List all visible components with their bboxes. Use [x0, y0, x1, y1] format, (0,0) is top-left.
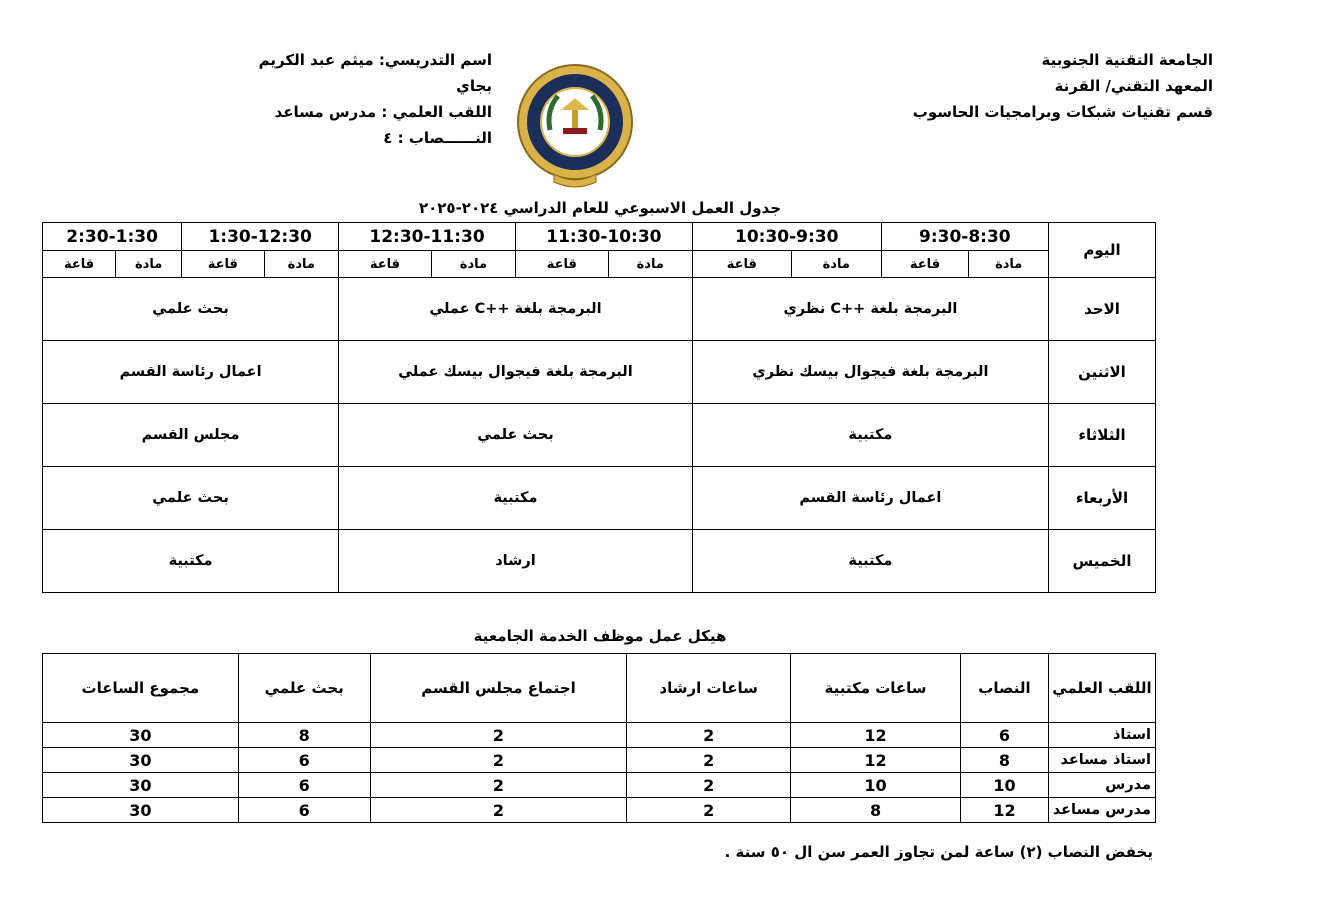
- table-cell: 2: [627, 723, 791, 748]
- table-cell: 8: [791, 798, 961, 823]
- schedule-row: [43, 404, 1156, 467]
- department-name: قسم تقنيات شبكات وبرامجيات الحاسوب: [912, 103, 1213, 121]
- column-header: اللقب العلمي: [1049, 654, 1156, 723]
- table-cell: 2: [370, 798, 626, 823]
- subject-subheader: مادة: [791, 251, 881, 278]
- room-subheader: قاعة: [339, 251, 432, 278]
- table-cell: 2: [627, 773, 791, 798]
- schedule-cell: بحث علمي: [43, 467, 339, 530]
- table-cell: 6: [238, 748, 370, 773]
- column-header: ساعات ارشاد: [627, 654, 791, 723]
- table-cell: 6: [238, 773, 370, 798]
- teacher-name: اسم التدريسي: ميثم عبد الكريم بجاي: [258, 51, 492, 95]
- schedule-cell: بحث علمي: [43, 278, 339, 341]
- table-cell: 30: [43, 723, 239, 748]
- schedule-cell: البرمجة بلغة فيجوال بيسك عملي: [339, 341, 693, 404]
- subject-subheader: مادة: [969, 251, 1049, 278]
- table-row: [43, 748, 1156, 773]
- university-logo-seal: [514, 58, 636, 192]
- footnote: يخفض النصاب (٢) ساعة لمن تجاوز العمر سن ال ٥٠ سنة .: [724, 843, 1153, 861]
- teacher-info: [240, 47, 492, 151]
- rank-cell: مدرس: [1049, 773, 1156, 798]
- time-slot-header: 10:30-9:30: [692, 223, 881, 251]
- schedule-row: [43, 467, 1156, 530]
- table-cell: 12: [791, 723, 961, 748]
- room-subheader: قاعة: [881, 251, 969, 278]
- table-cell: 2: [370, 723, 626, 748]
- schedule-cell: اعمال رئاسة القسم: [43, 341, 339, 404]
- structure-title: هيكل عمل موظف الخدمة الجامعية: [473, 627, 727, 645]
- table-cell: 30: [43, 748, 239, 773]
- schedule-cell: البرمجة بلغة ++C عملي: [339, 278, 693, 341]
- time-slot-header: 1:30-12:30: [182, 223, 339, 251]
- rank-cell: مدرس مساعد: [1049, 798, 1156, 823]
- schedule-row: [43, 278, 1156, 341]
- table-row: [43, 773, 1156, 798]
- room-subheader: قاعة: [182, 251, 264, 278]
- time-slot-header: 9:30-8:30: [881, 223, 1048, 251]
- table-cell: 2: [370, 748, 626, 773]
- schedule-title: جدول العمل الاسبوعي للعام الدراسي ٢٠٢٤-٢٠٢٥: [418, 199, 782, 217]
- table-cell: 8: [960, 748, 1048, 773]
- subject-subheader: مادة: [608, 251, 692, 278]
- day-label: الاحد: [1049, 278, 1156, 341]
- schedule-row: [43, 341, 1156, 404]
- weekly-schedule-table: [42, 222, 1156, 593]
- day-label: الخميس: [1049, 530, 1156, 593]
- day-label: الثلاثاء: [1049, 404, 1156, 467]
- room-subheader: قاعة: [515, 251, 608, 278]
- teaching-quota: النــــــصاب : ٤: [383, 129, 492, 147]
- room-subheader: قاعة: [43, 251, 116, 278]
- subject-subheader: مادة: [116, 251, 182, 278]
- room-subheader: قاعة: [692, 251, 791, 278]
- day-label: الاثنين: [1049, 341, 1156, 404]
- table-row: [43, 723, 1156, 748]
- schedule-cell: مكتبية: [339, 467, 693, 530]
- schedule-cell: بحث علمي: [339, 404, 693, 467]
- university-name: الجامعة التقنية الجنوبية: [1041, 51, 1213, 69]
- table-cell: 10: [960, 773, 1048, 798]
- table-cell: 2: [370, 773, 626, 798]
- table-cell: 30: [43, 773, 239, 798]
- table-cell: 12: [791, 748, 961, 773]
- subject-subheader: مادة: [431, 251, 515, 278]
- table-row: [43, 798, 1156, 823]
- schedule-cell: مكتبية: [692, 530, 1048, 593]
- subject-subheader: مادة: [264, 251, 339, 278]
- time-slot-header: 12:30-11:30: [339, 223, 516, 251]
- column-header: ساعات مكتبية: [791, 654, 961, 723]
- table-cell: 10: [791, 773, 961, 798]
- column-header: اجتماع مجلس القسم: [370, 654, 626, 723]
- schedule-cell: مجلس القسم: [43, 404, 339, 467]
- academic-title: اللقب العلمي : مدرس مساعد: [274, 103, 492, 121]
- column-header: النصاب: [960, 654, 1048, 723]
- workload-structure-table: [42, 653, 1156, 823]
- day-label: الأربعاء: [1049, 467, 1156, 530]
- table-cell: 6: [238, 798, 370, 823]
- table-cell: 30: [43, 798, 239, 823]
- time-slot-header: 2:30-1:30: [43, 223, 182, 251]
- table-cell: 6: [960, 723, 1048, 748]
- schedule-cell: البرمجة بلغة فيجوال بيسك نظري: [692, 341, 1048, 404]
- table-cell: 12: [960, 798, 1048, 823]
- schedule-cell: البرمجة بلغة ++C نظري: [692, 278, 1048, 341]
- schedule-cell: اعمال رئاسة القسم: [692, 467, 1048, 530]
- institution-header: [913, 47, 1213, 125]
- column-header: مجموع الساعات: [43, 654, 239, 723]
- rank-cell: استاذ: [1049, 723, 1156, 748]
- rank-cell: استاذ مساعد: [1049, 748, 1156, 773]
- schedule-cell: مكتبية: [43, 530, 339, 593]
- table-cell: 2: [627, 748, 791, 773]
- table-cell: 8: [238, 723, 370, 748]
- column-header: بحث علمي: [238, 654, 370, 723]
- time-slot-header: 11:30-10:30: [515, 223, 692, 251]
- schedule-cell: مكتبية: [692, 404, 1048, 467]
- schedule-cell: ارشاد: [339, 530, 693, 593]
- day-column-header: اليوم: [1049, 223, 1156, 278]
- table-cell: 2: [627, 798, 791, 823]
- institute-name: المعهد التقني/ القرنة: [1054, 77, 1213, 95]
- schedule-row: [43, 530, 1156, 593]
